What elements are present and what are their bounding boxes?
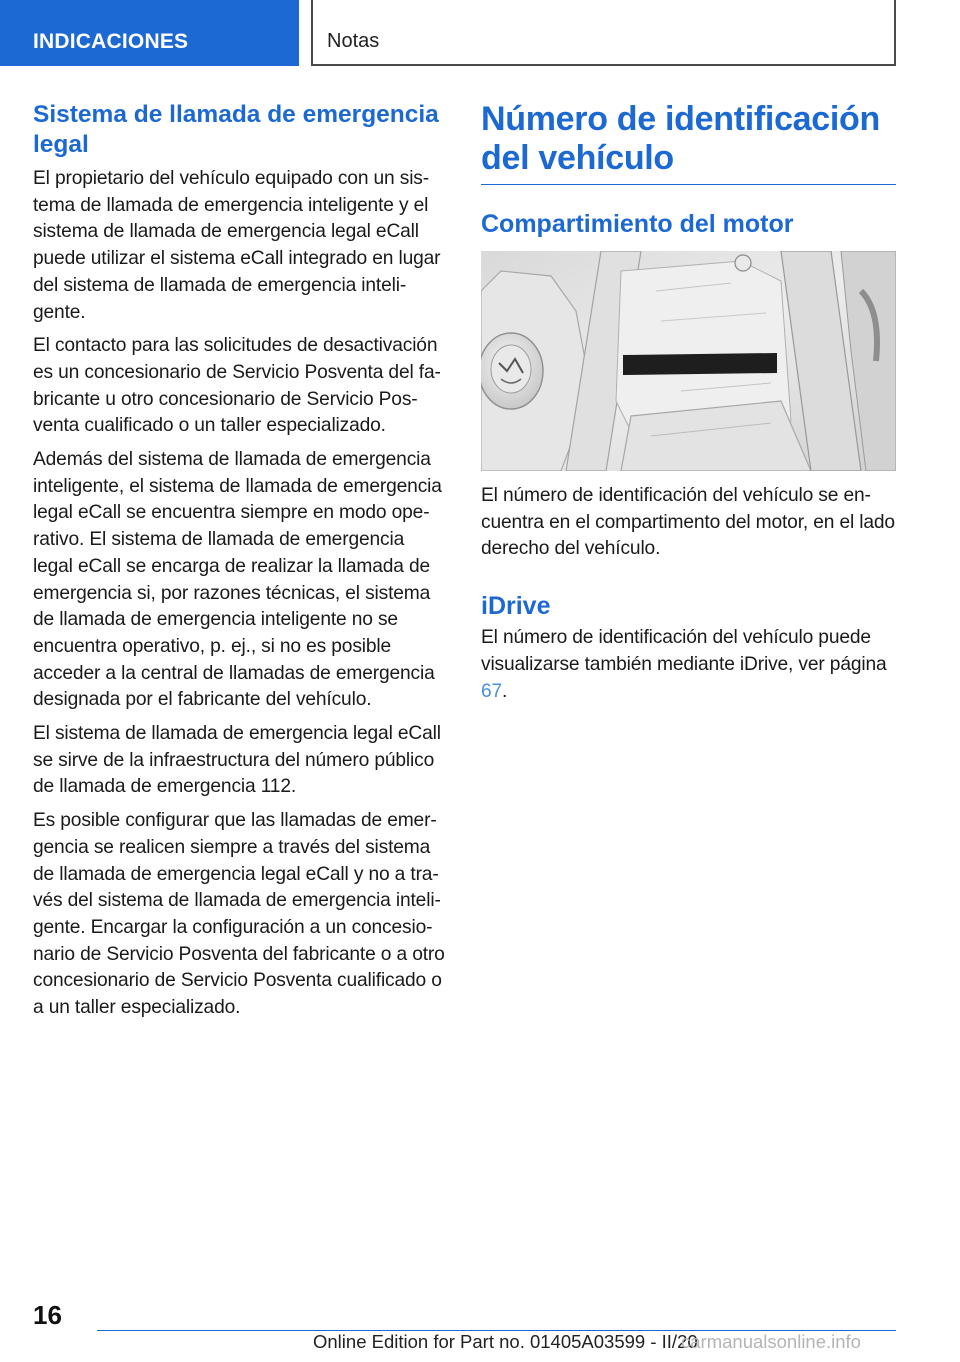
ecall-paragraph-2: El contacto para las solicitudes de desactivación es un concesionario de Servicio Posventa del fabricante u otro concesionario de Servicio Posventa cualificado o un taller especializado.	[33, 335, 441, 437]
idrive-page-link[interactable]: 67	[481, 680, 503, 702]
vin-title: Número de identificación del vehículo	[481, 100, 896, 185]
left-column	[33, 100, 448, 1029]
footer-watermark: carmanualsonline.info	[681, 1331, 861, 1352]
idrive-text-main: El número de identificación del vehículo puede visualizarse también mediante iDrive, ver página	[481, 627, 887, 675]
page-number: 16	[33, 1300, 62, 1330]
engine-compartment-illustration	[481, 251, 896, 471]
engine-compartment-text: El número de identificación del vehículo se encuentra en el compartimento del motor, en el lado derecho del vehículo.	[481, 485, 895, 560]
ecall-paragraph-4: El sistema de llamada de emergencia legal eCall se sirve de la infraestructura del número público de llamada de emergencia 112.	[33, 723, 441, 798]
ecall-paragraph-3: Además del sistema de llamada de emergencia inteligente, el sistema de llamada de emergencia legal eCall se encuentra siempre en modo operativo. El sistema de llamada de emergencia legal eCall se encarga de realizar la llamada de emergencia si, por razones técnicas, el sistema de llamada de emergencia inteligente no se encuentra operativo, p. ej., si no es posible acceder a la central de llamadas de emergencia designada por el fabricante del vehículo.	[33, 449, 442, 711]
header-notes-label: Notas	[311, 0, 896, 66]
ecall-paragraph-5: Es posible configurar que las llamadas de emergencia se realicen siempre a través del sistema de llamada de emergencia legal eCall y no a través del sistema de llamada de emergencia inteligente. Encargar la configuración a un concesionario de Servicio Posventa del fabricante o a otro concesionario de Servicio Posventa cualificado o a un taller especializado.	[33, 810, 445, 1019]
ecall-paragraph-1: El propietario del vehículo equipado con un sistema de llamada de emergencia inteligente y el sistema de llamada de emergencia legal eCall puede utilizar el sistema eCall integrado en lugar del sistema de llamada de emergencia inteligente.	[33, 168, 441, 323]
engine-compartment-heading: Compartimiento del motor	[481, 210, 794, 238]
footer-edition: Online Edition for Part no. 01405A03599 - II/20	[313, 1331, 698, 1352]
right-column	[481, 100, 896, 712]
header-section-tab: INDICACIONES	[0, 0, 299, 66]
ecall-heading: Sistema de llamada de emergencia legal	[33, 101, 439, 158]
idrive-text-end: .	[502, 680, 508, 702]
idrive-heading: iDrive	[481, 592, 551, 621]
idrive-text	[481, 625, 896, 705]
